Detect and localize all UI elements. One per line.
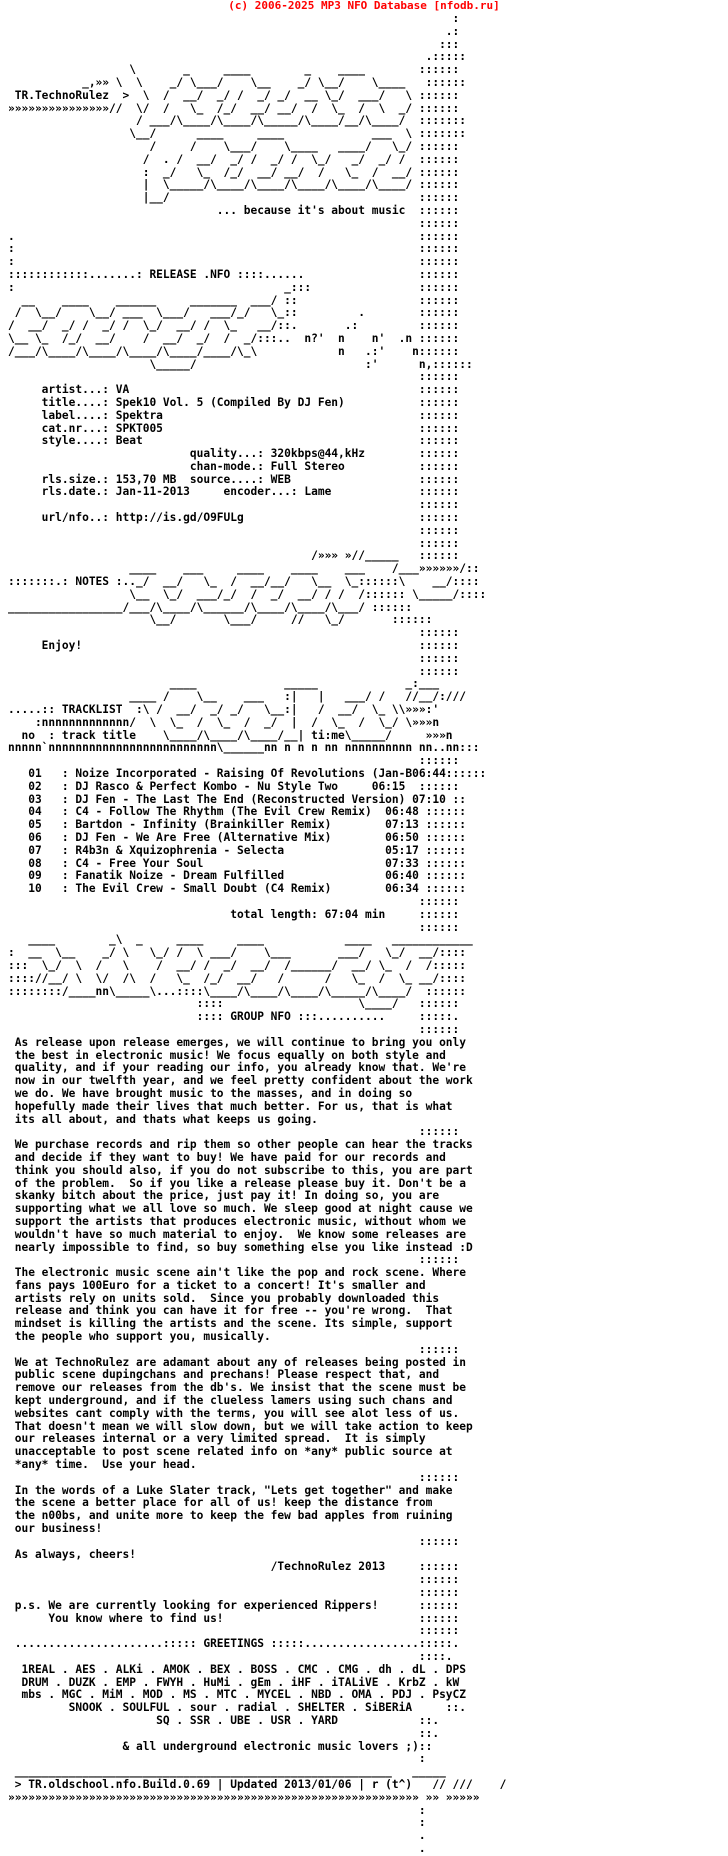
nfo-line: ::::::::/____nn\_____\...::::\____/\____/\____/\_____/\____/ :::::: bbox=[8, 984, 467, 998]
nfo-line: ::: bbox=[8, 37, 460, 51]
nfo-line: quality, and if your reading our info, you already know that. We're bbox=[8, 1061, 467, 1075]
nfo-line: :::::: bbox=[8, 920, 460, 934]
nfo-line: mbs . MGC . MiM . MOD . MS . MTC . MYCEL . NBD . OMA . PDJ . PsyCZ bbox=[8, 1688, 467, 1702]
nfo-line: \__ \_/ ___/_/ / _/ __/ / / /:::::: \_____/:::: bbox=[8, 587, 487, 601]
nfo-line: / __/ _/ / _/ / \_/ __/ / \_ __/::. .: :::::: bbox=[8, 319, 460, 333]
nfo-line: DRUM . DUZK . EMP . FWYH . HuMi . gEm . iHF . iTALiVE . KrbZ . kW bbox=[8, 1675, 460, 1689]
nfo-line: . bbox=[8, 1829, 426, 1843]
nfo-line: release and think you can have it for free -- you're wrong. That bbox=[8, 1304, 453, 1318]
nfo-line: 09 : Fanatik Noize - Dream Fulfilled 06:40 :::::: bbox=[8, 869, 467, 883]
nfo-line: 1REAL . AES . ALKi . AMOK . BEX . BOSS . CMC . CMG . dh . dL . DPS bbox=[8, 1662, 467, 1676]
nfo-line: :::::: bbox=[8, 498, 460, 512]
nfo-line: : bbox=[8, 1752, 426, 1766]
nfo-line: / / \___/ \____ ____/ \_/ :::::: bbox=[8, 139, 460, 153]
nfo-line: websites cant comply with the terms, you will see alot less of us. bbox=[8, 1406, 460, 1420]
nfo-line: style....: Beat :::::: bbox=[8, 434, 460, 448]
nfo-line: :::::: bbox=[8, 754, 460, 768]
nfo-line: \_____/ :' n,:::::: bbox=[8, 357, 473, 371]
nfo-line: .: bbox=[8, 24, 460, 38]
nfo-line: :::: \____/ :::::: bbox=[8, 997, 460, 1011]
nfo-line: We purchase records and rip them so other people can hear the tracks bbox=[8, 1138, 473, 1152]
nfo-line: \__/ \___/ // \_/ :::::: bbox=[8, 613, 433, 627]
nfo-line: now in our twelfth year, and we feel pretty confident about the work bbox=[8, 1074, 473, 1088]
nfo-line: ____ _____ _:___ bbox=[8, 677, 440, 691]
nfo-line: _________________/___/\____/\______/\____/\____/\___/ :::::: bbox=[8, 600, 413, 614]
nfo-line: 03 : DJ Fen - The Last The End (Reconstructed Version) 07:10 :: bbox=[8, 792, 467, 806]
nfo-line: : bbox=[8, 1803, 426, 1817]
nfo-line: /TechnoRulez 2013 :::::: bbox=[8, 1560, 460, 1574]
nfo-line: ::::::::::::.......: RELEASE .NFO ::::...... :::::: bbox=[8, 267, 460, 281]
nfo-line: ____ / \__ ___ :| | ___/ / //__/:/// bbox=[8, 690, 467, 704]
nfo-line: »»»»»»»»»»»»»»»»»»»»»»»»»»»»»»»»»»»»»»»»»»»»»»»»»»»»»»»»»»»»» »» »»»»» bbox=[8, 1790, 480, 1804]
nfo-line: |__/ :::::: bbox=[8, 191, 460, 205]
nfo-line: the best in electronic music! We focus equally on both style and bbox=[8, 1048, 446, 1062]
nfo-line: *any* time. Use your head. bbox=[8, 1458, 197, 1472]
nfo-line: :::::::.: NOTES :.._/ __/ \_ / __/__/ \__ \_::::::\ __/:::: bbox=[8, 575, 480, 589]
nfo-line: we do. We have brought music to the masses, and in doing so bbox=[8, 1086, 413, 1100]
nfo-line: :::::: bbox=[8, 626, 460, 640]
nfo-line: :::::: bbox=[8, 1624, 460, 1638]
nfo-line: the people who support you, musically. bbox=[8, 1330, 271, 1344]
nfo-line: 04 : C4 - Follow The Rhythm (The Evil Crew Remix) 06:48 :::::: bbox=[8, 805, 467, 819]
nfo-line: ......................::::: GREETINGS :::::.................:::::. bbox=[8, 1637, 460, 1651]
nfo-line: _,»» \ \ _/ \___/ \__ _/ \__/ \____ :::::: bbox=[8, 75, 467, 89]
nfo-line: fans pays 100Euro for a ticket to a concert! It's smaller and bbox=[8, 1278, 426, 1292]
nfo-line: ::. bbox=[8, 1726, 440, 1740]
nfo-line: : __ \__ _/ \ \_/ / \ ___/ \___ ___/ \_/ __/:::: bbox=[8, 946, 467, 960]
nfo-line: : :::::: bbox=[8, 255, 460, 269]
nfo-line: :::::: bbox=[8, 1573, 460, 1587]
nfo-line: :nnnnnnnnnnnnn/ \ \_ / \_ / _/ | / \_ / \_/ \»»»n bbox=[8, 715, 440, 729]
nfo-line: .::::: bbox=[8, 50, 467, 64]
nfo-line: \__ \_ /_/ __/ / __/ _/ / _/:::.. n?' n n' .n :::::: bbox=[8, 331, 460, 345]
nfo-line: / ___/\____/\____/\_____/\____/__/\____/ ::::::: bbox=[8, 114, 467, 128]
nfo-line: nnnnn`nnnnnnnnnnnnnnnnnnnnnnnnn\______nn n n n nn nnnnnnnnnn nn..nn::: bbox=[8, 741, 480, 755]
nfo-line: artist...: VA :::::: bbox=[8, 383, 460, 397]
nfo-line: :::::: bbox=[8, 216, 460, 230]
nfo-line: 06 : DJ Fen - We Are Free (Alternative Mix) 06:50 :::::: bbox=[8, 831, 467, 844]
nfo-line: :::::: bbox=[8, 651, 460, 665]
nfo-line: :::::: bbox=[8, 894, 460, 908]
nfo-line: wouldn't have so much material to enjoy. We know some releases are bbox=[8, 1227, 467, 1241]
nfo-line: In the words of a Luke Slater track, "Lets get together" and make bbox=[8, 1483, 453, 1497]
nfo-line: :::::: bbox=[8, 523, 460, 537]
nfo-line: TR.TechnoRulez > \ / __/ _/ / _/ _/ __ \_/ ___/ \ :::::: bbox=[8, 88, 460, 102]
nfo-line: rls.size.: 153,70 MB source....: WEB :::::: bbox=[8, 472, 460, 486]
nfo-line: its all about, and thats what keeps us going. bbox=[8, 1112, 318, 1126]
nfo-line: p.s. We are currently looking for experienced Rippers! :::::: bbox=[8, 1598, 460, 1612]
nfo-line: SNOOK . SOULFUL . sour . radial . SHELTER . SiBERiA ::. bbox=[8, 1701, 467, 1715]
nfo-line: ... because it's about music :::::: bbox=[8, 203, 460, 217]
nfo-line: unacceptable to post scene related info on *any* public source at bbox=[8, 1445, 453, 1459]
nfo-line: ____ _\ _ ____ ____ ____ ____________ bbox=[8, 933, 473, 947]
nfo-line: quality...: 320kbps@44,kHz :::::: bbox=[8, 447, 460, 461]
nfo-line: 08 : C4 - Free Your Soul 07:33 :::::: bbox=[8, 856, 467, 870]
nfo-line: rls.date.: Jan-11-2013 encoder...: Lame :::::: bbox=[8, 485, 460, 499]
nfo-line: »»»»»»»»»»»»»»»// \/ / \_ /_/ __/ __/ / \_ / \ _/ :::::: bbox=[8, 101, 460, 115]
nfo-line: : _/ \_ /_/ __/ __/ / \_ / __/ :::::: bbox=[8, 165, 460, 179]
nfo-line: That doesn't mean we will slow down, but we will take action to keep bbox=[8, 1419, 473, 1433]
nfo-line: \ _ ____ _ ____ :::::: bbox=[8, 63, 460, 77]
nfo-line: no : track title \____/\____/\____/__| ti:me\_____/ »»»n bbox=[8, 728, 453, 742]
nfo-line: 07 : R4b3n & Xquizophrenia - Selecta 05:17 :::::: bbox=[8, 843, 467, 857]
nfo-line: :::::: bbox=[8, 1534, 460, 1548]
nfo-line: nearly impossible to find, so buy something else you like instead :D bbox=[8, 1240, 473, 1254]
nfo-line: artists rely on units sold. Since you probably downloaded this bbox=[8, 1291, 440, 1305]
nfo-line: 05 : Bartdon - Infinity (Brainkiller Remix) 07:13 :::::: bbox=[8, 818, 467, 832]
nfo-line: : bbox=[8, 1816, 426, 1830]
nfo-line: title....: Spek10 Vol. 5 (Compiled By DJ Fen) :::::: bbox=[8, 395, 460, 409]
nfo-line: :::::: bbox=[8, 370, 460, 384]
nfo-line: & all underground electronic music lovers ;):: bbox=[8, 1739, 433, 1753]
nfo-line: /»»» »//_____ :::::: bbox=[8, 549, 460, 563]
nfo-line: 01 : Noize Incorporated - Raising Of Revolutions (Jan-B06:44:::::: bbox=[8, 767, 487, 781]
nfo-line: 10 : The Evil Crew - Small Doubt (C4 Remix) 06:34 :::::: bbox=[8, 882, 467, 896]
nfo-line: :::: GROUP NFO :::.......... :::::. bbox=[8, 1010, 460, 1024]
nfo-line: ________________________________________________________ _____ bbox=[8, 1765, 446, 1779]
nfo-line: think you should also, if you do not subscribe to this, you are part bbox=[8, 1163, 473, 1177]
nfo-line: SQ . SSR . UBE . USR . YARD ::. bbox=[8, 1713, 440, 1727]
nfo-line: / \__/ \__/ ___ \___/ ___/_/ \_:: . :::::: bbox=[8, 306, 460, 320]
nfo-line: kept underground, and if the clueless lamers using such chans and bbox=[8, 1394, 453, 1408]
nfo-line: : _::: :::::: bbox=[8, 280, 460, 294]
nfo-line: our releases internal or a very limited spread. It is simply bbox=[8, 1432, 426, 1446]
nfo-line: __ ____ ______ _______ ___/ :: :::::: bbox=[8, 293, 460, 307]
nfodb-copyright-header: (c) 2006-2025 MP3 NFO Database [nfodb.ru] bbox=[228, 0, 500, 12]
nfo-line: 02 : DJ Rasco & Perfect Kombo - Nu Style Two 06:15 :::::: bbox=[8, 779, 460, 793]
nfo-line: The electronic music scene ain't like the pop and rock scene. Where bbox=[8, 1266, 467, 1280]
nfo-line: of the problem. So if you like a release please buy it. Don't be a bbox=[8, 1176, 467, 1190]
nfo-line: and decide if they want to buy! We have paid for our records and bbox=[8, 1150, 446, 1164]
nfo-line: .....:: TRACKLIST :\ / __/ _/ _/ \__:| / __/ \_ \\»»»:' bbox=[8, 703, 440, 717]
nfo-line: You know where to find us! :::::: bbox=[8, 1611, 460, 1625]
nfo-line: | \_____/\____/\____/\____/\____/\____/ :::::: bbox=[8, 178, 460, 192]
nfo-line: : :::::: bbox=[8, 242, 460, 256]
nfo-line: the n00bs, and unite more to keep the few bad apples from ruining bbox=[8, 1509, 453, 1523]
nfo-line: > TR.oldschool.nfo.Build.0.69 | Updated 2013/01/06 | r (t^) // /// / bbox=[8, 1777, 507, 1791]
nfo-line: :::::: bbox=[8, 664, 460, 678]
nfo-line: As always, cheers! bbox=[8, 1547, 136, 1561]
nfo-line: \__/ ____ ____ ___ \ ::::::: bbox=[8, 127, 467, 141]
nfo-line: :::::: bbox=[8, 1253, 460, 1267]
nfo-ascii-document bbox=[8, 13, 506, 1856]
nfo-line: our business! bbox=[8, 1522, 103, 1536]
nfo-line: chan-mode.: Full Stereo :::::: bbox=[8, 459, 460, 473]
nfo-line: ::: \_/ \ / \ / __/ / _/ __/ /______/ __/ \_ / /::::: bbox=[8, 958, 467, 972]
nfo-line: :::::: bbox=[8, 1342, 460, 1356]
nfo-line: hopefully made their lives that much better. For us, that is what bbox=[8, 1099, 453, 1113]
nfo-line: public scene dupingchans and prechans! Please respect that, and bbox=[8, 1368, 440, 1382]
nfo-line: ____ ___ ____ ____ ___ /___»»»»»»/:: bbox=[8, 562, 480, 576]
nfo-line: :::::: bbox=[8, 536, 460, 550]
nfo-line: :::::: bbox=[8, 1586, 460, 1600]
nfo-line: /___/\____/\____/\____/\____/____/\_\ n .:' n:::::: bbox=[8, 344, 460, 358]
nfo-line: ::::. bbox=[8, 1650, 453, 1663]
nfo-line: :::::: bbox=[8, 1022, 460, 1036]
nfo-line: As release upon release emerges, we will continue to bring you only bbox=[8, 1035, 467, 1049]
nfo-line: :::::: bbox=[8, 1470, 460, 1484]
nfo-line: Enjoy! :::::: bbox=[8, 639, 460, 653]
nfo-line: label....: Spektra :::::: bbox=[8, 408, 460, 422]
nfo-line: remove our releases from the db's. We insist that the scene must be bbox=[8, 1381, 467, 1395]
nfo-line: support the artists that produces electronic music, without whom we bbox=[8, 1214, 467, 1228]
nfo-line: supporting what we all love so much. We sleep good at night cause we bbox=[8, 1202, 473, 1216]
nfo-line: . :::::: bbox=[8, 229, 460, 243]
nfo-line: skanky bitch about the price, just pay it! In doing so, you are bbox=[8, 1189, 440, 1203]
nfo-line: total length: 67:04 min :::::: bbox=[8, 907, 460, 921]
nfo-line: url/nfo..: http://is.gd/O9FULg :::::: bbox=[8, 511, 460, 525]
nfo-line: :::::: bbox=[8, 1125, 460, 1139]
nfo-line: / . / __/ _/ / _/ / \_/ _/ _/ / :::::: bbox=[8, 152, 460, 166]
nfo-line: :::://__/ \ \/ /\ / \_ /_/ __/ / / \_ / \_ __/:::: bbox=[8, 971, 467, 985]
nfo-line: cat.nr...: SPKT005 :::::: bbox=[8, 421, 460, 435]
nfo-line: . bbox=[8, 1841, 426, 1855]
nfo-line: We at TechnoRulez are adamant about any of releases being posted in bbox=[8, 1355, 467, 1369]
nfo-line: the scene a better place for all of us! keep the distance from bbox=[8, 1496, 433, 1510]
nfo-line: : bbox=[8, 12, 460, 25]
nfo-line: mindset is killing the artists and the scene. Its simple, support bbox=[8, 1317, 453, 1331]
